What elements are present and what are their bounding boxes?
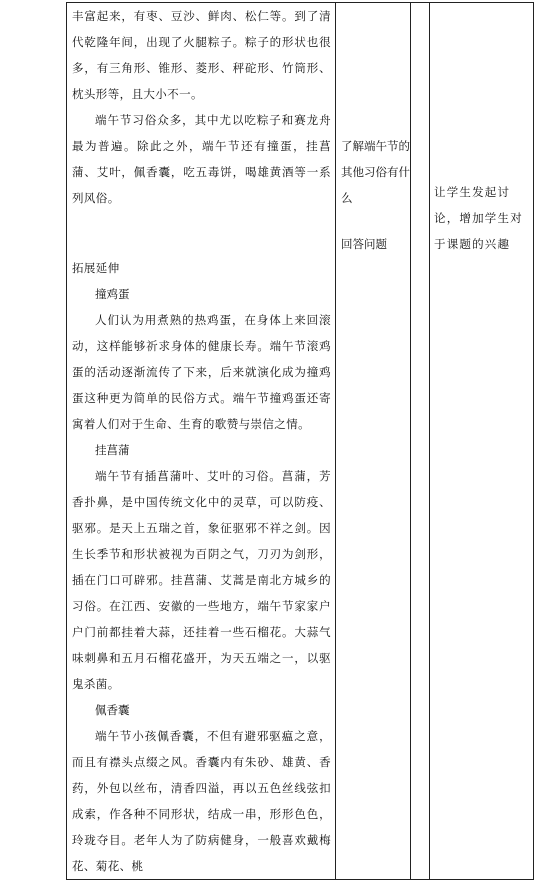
teacher-activity-cell (336, 3, 411, 880)
extension-heading: 拓展延伸 (72, 261, 120, 275)
lesson-plan-table (66, 2, 534, 880)
calamus-subtitle: 挂菖蒲 (95, 443, 130, 457)
egg-subtitle: 撞鸡蛋 (95, 287, 130, 301)
design-intent-cell (430, 3, 534, 880)
calamus-paragraph: 端午节有插菖蒲叶、艾叶的习俗。菖蒲，芳香扑鼻，是中国传统文化中的灵草，可以防疫、驱邪。是天上五瑞之首，象征驱邪不祥之剑。因生长季节和形状被视为百阴之气，刀刃为剑形，插在门口可辟邪。挂菖蒲、艾蒿是南北方城乡的习俗。在江西、安徽的一些地方，端午节家家户户门前都挂着大蒜，还挂着一些石榴花。大蒜气味刺鼻和五月石榴花盛开，为天五端之一，以驱鬼杀菌。 (72, 469, 331, 691)
content-cell (67, 3, 336, 880)
customs-paragraph: 端午节习俗众多，其中尤以吃粽子和赛龙舟最为普遍。除此之外，端午节还有撞蛋，挂菖蒲、艾叶，佩香囊，吃五毒饼，喝雄黄酒等一系列风俗。 (72, 113, 331, 205)
egg-paragraph: 人们认为用煮熟的热鸡蛋，在身体上来回滚动，这样能够祈求身体的健康长寿。端午节滚鸡蛋的活动逐渐流传了下来，后来就演化成为撞鸡蛋这种更为简单的民俗方式。端午节撞鸡蛋还寄寓着人们对于生命、生育的歌赞与崇信之情。 (72, 313, 331, 431)
sachet-subtitle: 佩香囊 (95, 703, 130, 717)
spacer (72, 211, 331, 255)
zongzi-continuation-paragraph: 丰富起来，有枣、豆沙、鲜肉、松仁等。到了清代乾隆年间，出现了火腿粽子。粽子的形状也很多，有三角形、锥形、菱形、秤砣形、竹筒形、枕头形等，且大小不一。 (72, 9, 331, 101)
empty-cell (411, 3, 430, 880)
sachet-paragraph: 端午节小孩佩香囊，不但有避邪驱瘟之意，而且有襟头点缀之风。香囊内有朱砂、雄黄、香药，外包以丝布，清香四溢，再以五色丝线弦扣成索，作各种不同形状，结成一串，形形色色，玲珑夺目。老年人为了防病健身，一般喜欢戴梅花、菊花、桃 (72, 729, 331, 873)
table-row (67, 3, 534, 880)
design-intent-text: 让学生发起讨论，增加学生对于课题的兴趣 (434, 185, 523, 251)
teacher-question: 了解端午节的其他习俗有什么 (341, 139, 410, 205)
student-answer-task: 回答问题 (341, 237, 387, 251)
